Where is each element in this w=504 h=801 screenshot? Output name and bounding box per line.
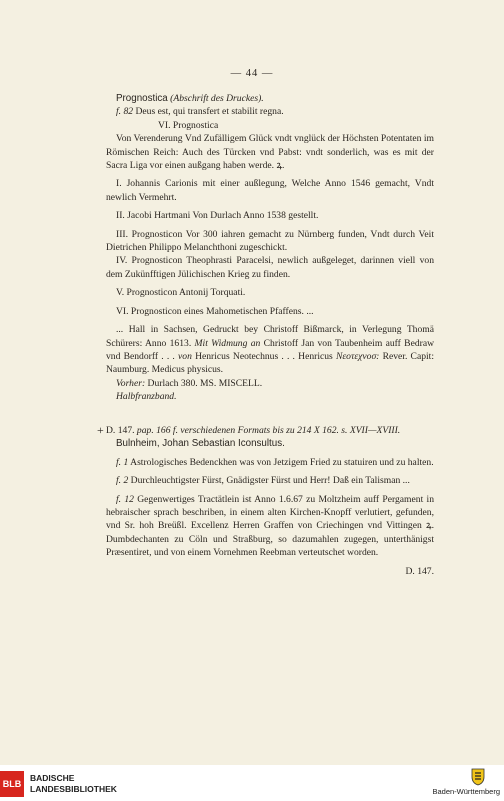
item-1: I. Johannis Carionis mit einer außlegung, Welche Anno 1546 gemacht, Vndt newlich Vermehrt. xyxy=(106,178,434,203)
provenance-label: Vorher: xyxy=(116,377,146,389)
shelfmark-line xyxy=(106,424,434,437)
folio-1-text: Astrologisches Bedenckhen was von Jetzigem Fried zu statuiren und zu halten. xyxy=(130,456,434,468)
library-footer xyxy=(0,765,504,801)
folio-82 xyxy=(106,105,434,118)
footer-shelfmark: D. 147. xyxy=(405,565,434,577)
imprint-office: Rever. Capit: Naumburg. Medicus physicus. xyxy=(106,350,435,376)
folio-12-label: f. 12 xyxy=(116,493,134,505)
imprint xyxy=(106,323,434,377)
blb-name-line1: BADISCHE xyxy=(30,773,75,783)
folio-2 xyxy=(106,474,434,487)
entry-d147 xyxy=(106,424,434,578)
page-number: — 44 — xyxy=(230,68,274,79)
blb-name xyxy=(30,773,117,795)
folio-1-label: f. 1 xyxy=(116,456,129,468)
shelfmark: D. 147. xyxy=(106,425,135,436)
item-2: II. Jacobi Hartmani Von Durlach Anno 1538 gestellt. xyxy=(116,210,319,222)
blb-logo[interactable]: BLB xyxy=(0,771,24,797)
entry-title xyxy=(106,92,434,105)
provenance-text: Durlach 380. MS. MISCELL. xyxy=(147,377,263,389)
imprint-dedicatee: Christoff Jan von Taubenheim auff Bedraw vnd Bendorff . . . xyxy=(106,337,435,362)
folio-12 xyxy=(106,493,434,560)
plus-marker: + xyxy=(97,423,104,437)
item-3: III. Prognosticon Vor 300 iahren gemacht zu Nürnberg funden, Vndt durch Veit Dietrichen Philippo Melanchthoni zugeschickt. xyxy=(106,228,434,254)
folio-2-text: Durchleuchtigster Fürst, Gnädigster Fürst und Herr! Daß ein Talisman ... xyxy=(130,475,410,487)
item-5: V. Prognosticon Antonij Torquati. xyxy=(116,287,246,299)
imprint-greek: Νεοτεχνοσ: xyxy=(335,350,380,362)
folio-82-label: f. 82 xyxy=(116,106,134,118)
entry-prognostica xyxy=(106,92,434,404)
binding: Halbfranzband. xyxy=(116,391,177,403)
folio-82-text: Deus est, qui transfert et stabilit regna. xyxy=(135,106,284,118)
entry-title-note: (Abschrift des Druckes). xyxy=(170,93,264,104)
entry-title-text: Prognostica xyxy=(116,93,168,104)
baden-wuerttemberg-label: Baden-Württemberg xyxy=(432,787,500,796)
imprint-author: Henricus Neotechnus . . . Henricus xyxy=(195,350,333,362)
imprint-von: von xyxy=(178,350,192,362)
item-6: VI. Prognosticon eines Mahometischen Pfaffens. ... xyxy=(116,305,314,317)
folio-2-label: f. 2 xyxy=(116,475,129,487)
item-4: IV. Prognosticon Theophrasti Paracelsi, newlich außgeleget, darinnen viell von dem Zukünfftigen Jülichischen Krieg zu finden. xyxy=(106,255,434,280)
blb-name-line2: LANDESBIBLIOTHEK xyxy=(30,784,117,794)
prognostica-paragraph: Von Verenderung Vnd Zufälligem Glück vndt vnglück der Höchsten Potentaten im Römischen Reich: Auch des Türcken vnd Pabst: vndt sonderlich, was es mit der Sacra Liga vor einen außgang haben werde. ꝝ. xyxy=(106,133,434,172)
vi-heading: VI. Prognostica xyxy=(158,119,219,131)
folio-12-text: Gegenwertiges Tractätlein ist Anno 1.6.67 zu Moltzheim auff Pergament in hebraischer sprach beschriben, in einem alten Kirchen-Knopff verlutiert, gefunden, vnd Sr. hoh Breüßl. Excellenz Herren Graffen von Criechingen vnd Vittingen ꝝ. Dumbdechanten zu Cöln und Straßburg, so dazumahlen zugegen, unterthänigst Præsentiret, und von einem Vornehmen Reebman verteutschet worden. xyxy=(106,493,434,559)
manuscript-description: pap. 166 f. verschiedenen Formats bis zu 214 X 162. s. XVII—XVIII. xyxy=(136,425,401,436)
imprint-dedication-label: Mit Widmung an xyxy=(194,337,261,349)
folio-1 xyxy=(106,456,434,469)
provenance xyxy=(106,377,434,390)
baden-wuerttemberg-crest-icon xyxy=(470,768,486,786)
author: Bulnheim, Johan Sebastian Iconsultus. xyxy=(116,438,285,450)
imprint-place: ... Hall in Sachsen, Gedruckt bey Christoff Bißmarck, in Verlegung Thomä Schürers: Anno 1613. xyxy=(106,324,434,349)
